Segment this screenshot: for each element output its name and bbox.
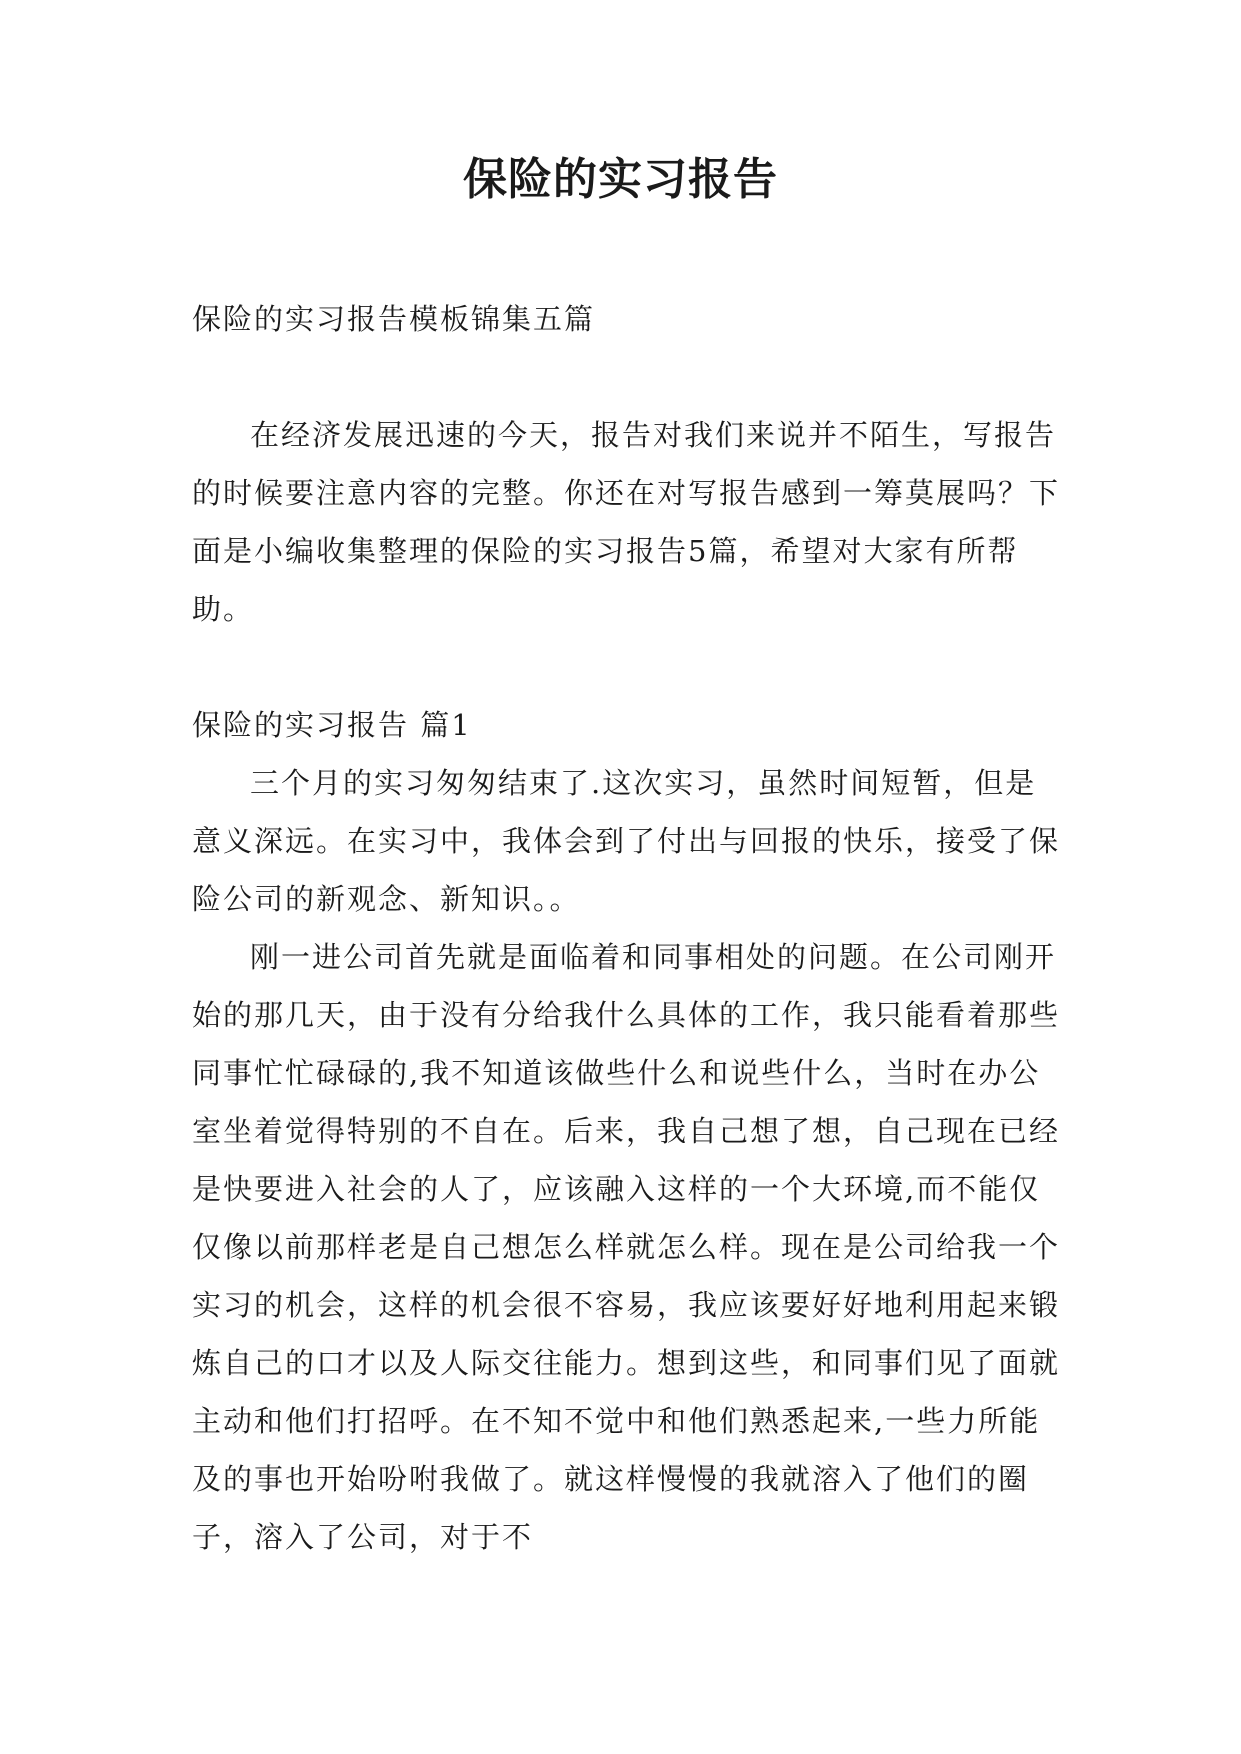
intro-paragraph: 在经济发展迅速的今天，报告对我们来说并不陌生，写报告的时候要注意内容的完整。你还在对写报告感到一筹莫展吗？下面是小编收集整理的保险的实习报告5篇，希望对大家有所帮助。: [192, 418, 1061, 626]
document-body: [192, 290, 1067, 1566]
body-paragraph: 三个月的实习匆匆结束了.这次实习，虽然时间短暂，但是意义深远。在实习中，我体会到了付出与回报的快乐，接受了保险公司的新观念、新知识。。: [192, 766, 1061, 916]
section-heading: 保险的实习报告 篇1: [192, 708, 472, 742]
document-title: 保险的实习报告: [463, 154, 778, 205]
body-paragraph: 刚一进公司首先就是面临着和同事相处的问题。在公司刚开始的那几天，由于没有分给我什么具体的工作，我只能看着那些同事忙忙碌碌的,我不知道该做些什么和说些什么，当时在办公室坐着觉得特别的不自在。后来，我自己想了想，自己现在已经是快要进入社会的人了，应该融入这样的一个大环境,而不能仅仅像以前那样老是自己想怎么样就怎么样。现在是公司给我一个实习的机会，这样的机会很不容易，我应该要好好地利用起来锻炼自己的口才以及人际交往能力。想到这些，和同事们见了面就主动和他们打招呼。在不知不觉中和他们熟悉起来,一些力所能及的事也开始吩咐我做了。就这样慢慢的我就溶入了他们的圈子，溶入了公司，对于不: [192, 940, 1061, 1554]
document-subtitle: 保险的实习报告模板锦集五篇: [192, 302, 596, 336]
